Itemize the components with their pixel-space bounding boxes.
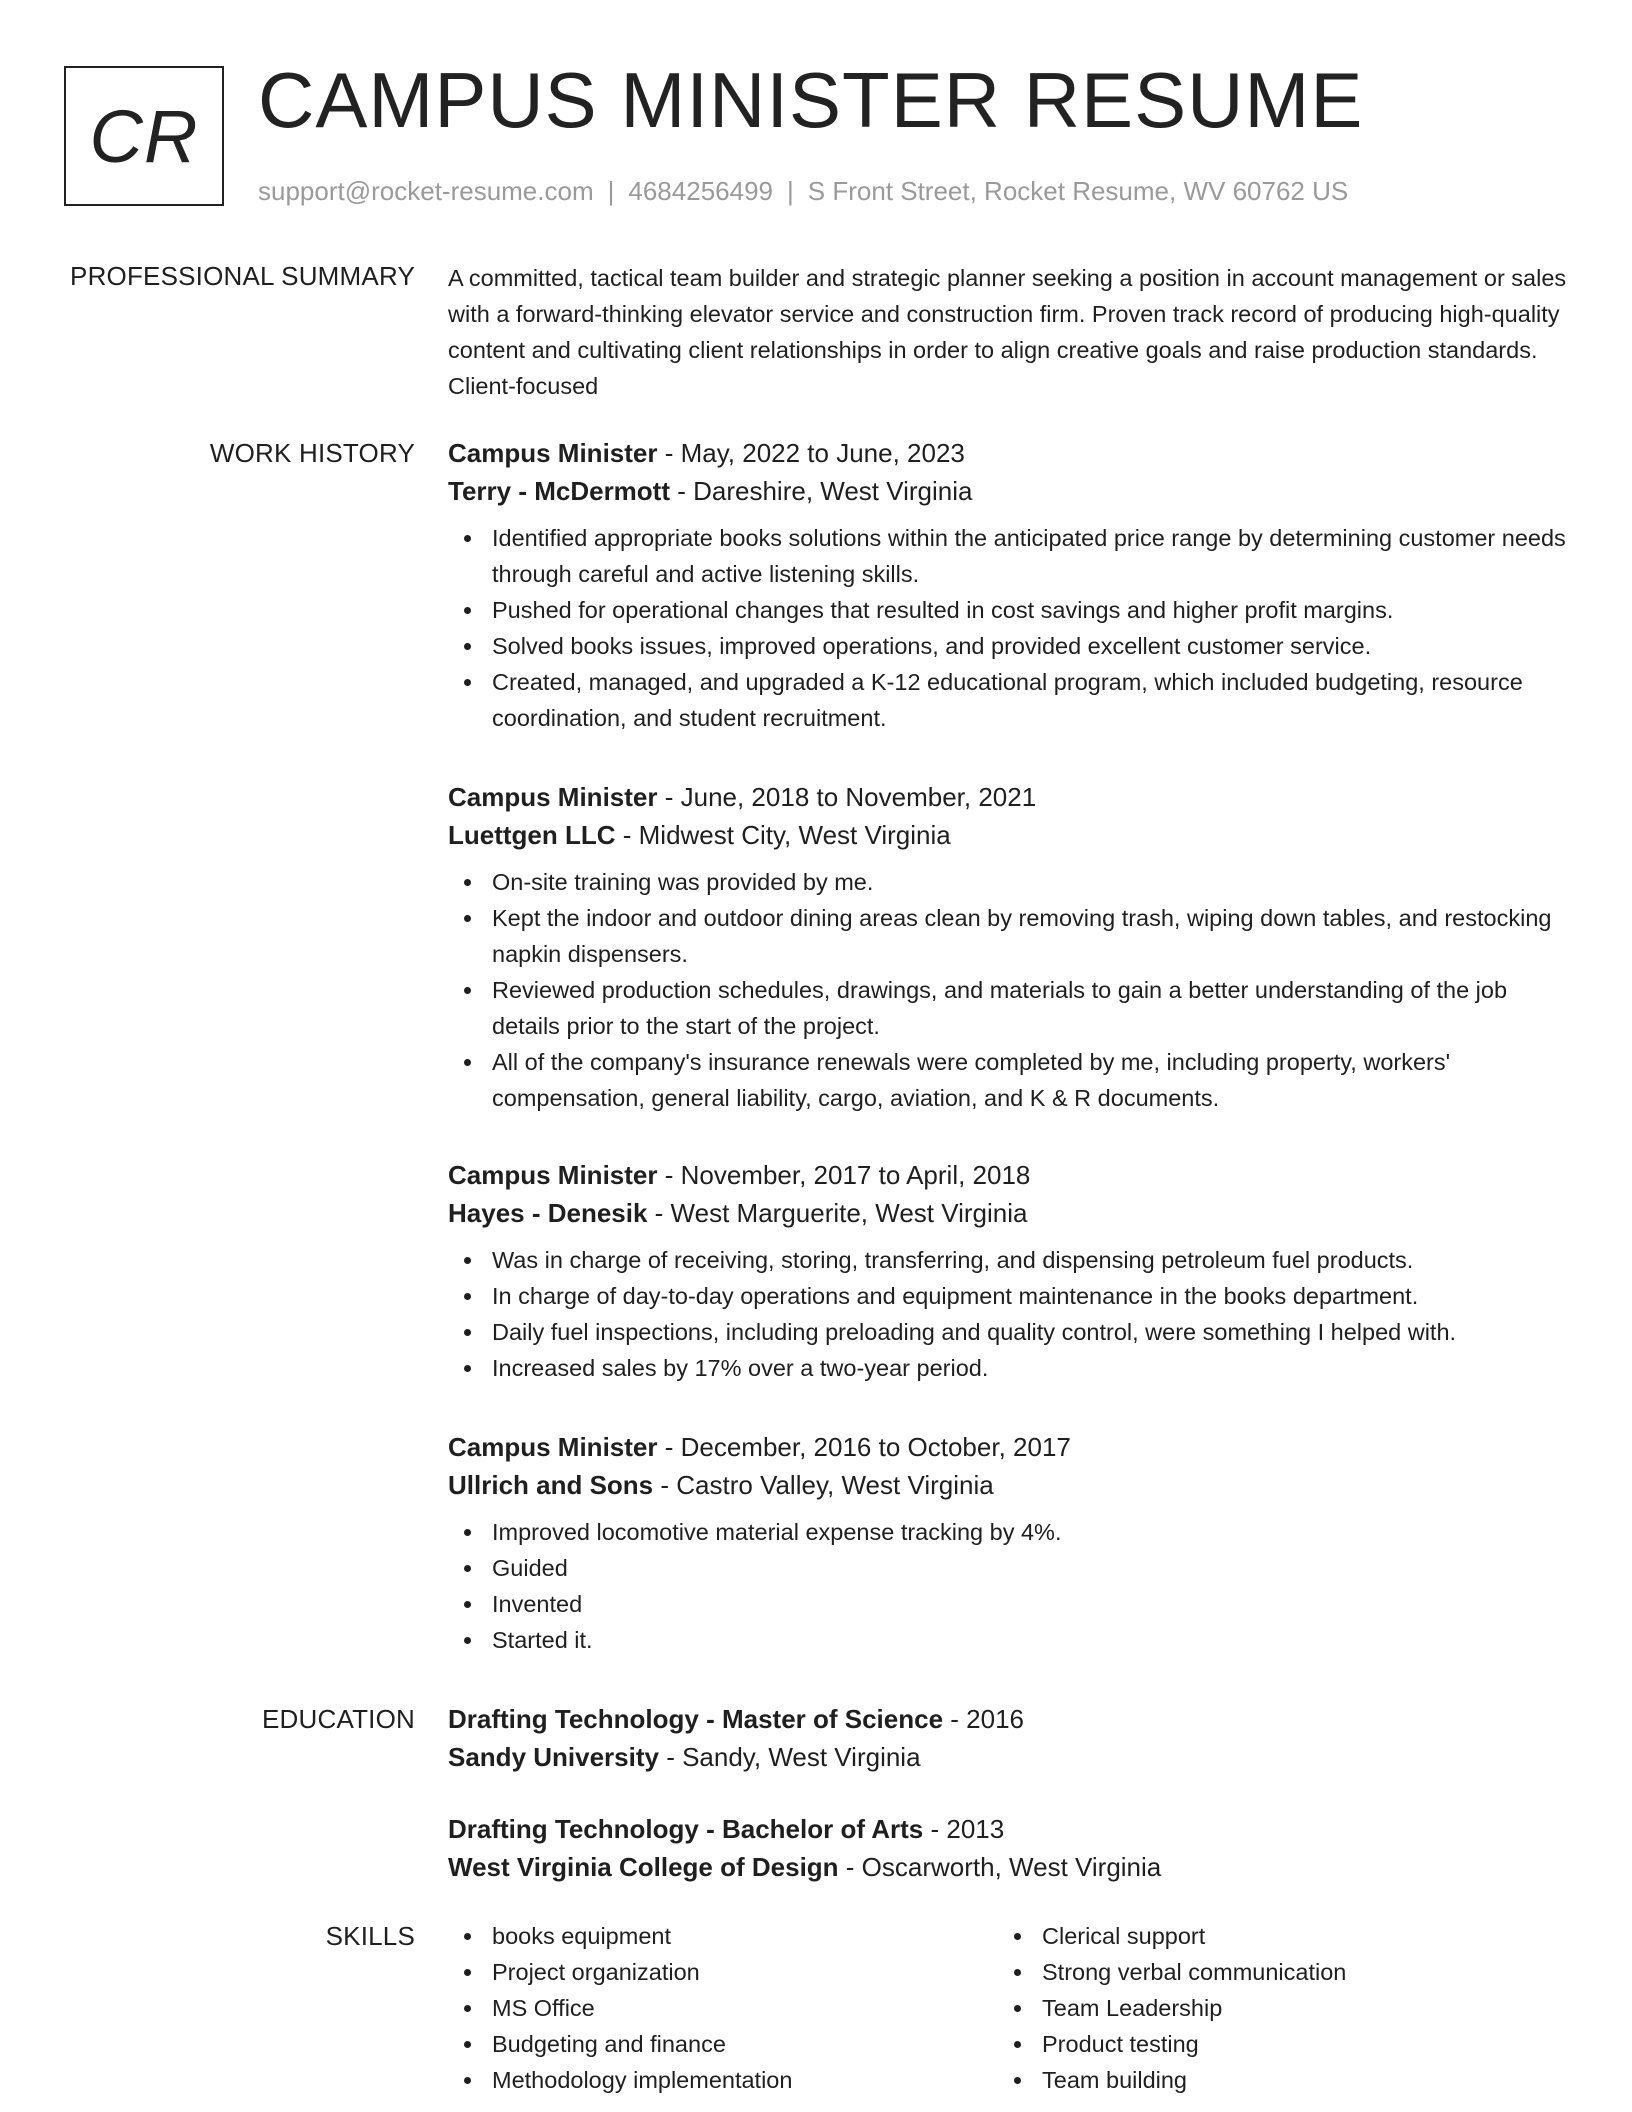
job-bullets: [448, 1242, 1574, 1386]
education-school-line: [448, 1738, 1574, 1776]
job-title-line: [448, 1428, 1574, 1466]
list-item: Clerical support: [1042, 1918, 1518, 1954]
job-title: Campus Minister: [448, 1160, 658, 1190]
job-location: - Midwest City, West Virginia: [615, 820, 951, 850]
list-item: Was in charge of receiving, storing, transferring, and dispensing petroleum fuel products.: [492, 1242, 1574, 1278]
education-location: - Sandy, West Virginia: [658, 1742, 921, 1772]
job-dates: - June, 2018 to November, 2021: [657, 782, 1037, 812]
list-item: Product testing: [1042, 2026, 1518, 2062]
contact-address: S Front Street, Rocket Resume, WV 60762 US: [807, 176, 1349, 206]
job-title: Campus Minister: [448, 782, 658, 812]
list-item: MS Office: [492, 1990, 968, 2026]
list-item: Improved locomotive material expense tracking by 4%.: [492, 1514, 1574, 1550]
education-degree: Drafting Technology - Bachelor of Arts: [448, 1814, 924, 1844]
job-company-line: [448, 472, 1574, 510]
job-bullets: [448, 1514, 1574, 1658]
section-label-work-history: WORK HISTORY: [209, 438, 415, 468]
skills-column-right: [998, 1918, 1518, 2098]
contact-separator: |: [607, 176, 615, 206]
job-bullets: [448, 864, 1574, 1116]
job-company: Ullrich and Sons: [448, 1470, 654, 1500]
contact-line: [258, 174, 1348, 208]
list-item: Started it.: [492, 1622, 1574, 1658]
job-company: Luettgen LLC: [448, 820, 616, 850]
education-location: - Oscarworth, West Virginia: [838, 1852, 1162, 1882]
education-degree: Drafting Technology - Master of Science: [448, 1704, 944, 1734]
list-item: On-site training was provided by me.: [492, 864, 1574, 900]
job-company-line: [448, 1194, 1574, 1232]
section-label-skills: SKILLS: [325, 1921, 415, 1951]
education-school: Sandy University: [448, 1742, 659, 1772]
job-company: Hayes - Denesik: [448, 1198, 648, 1228]
list-item: All of the company's insurance renewals were completed by me, including property, workers' compensation, general liability, cargo, aviation, and K & R documents.: [492, 1044, 1574, 1116]
job-entry: [448, 778, 1574, 1116]
list-item: Pushed for operational changes that resulted in cost savings and higher profit margins.: [492, 592, 1574, 628]
list-item: Methodology implementation: [492, 2062, 968, 2098]
list-item: In charge of day-to-day operations and equipment maintenance in the books department.: [492, 1278, 1574, 1314]
list-item: Guided: [492, 1550, 1574, 1586]
job-entry: [448, 434, 1574, 736]
list-item: Team building: [1042, 2062, 1518, 2098]
education-year: - 2013: [923, 1814, 1005, 1844]
list-item: Daily fuel inspections, including preloading and quality control, were something I helped with.: [492, 1314, 1574, 1350]
monogram-logo: CR: [64, 66, 224, 206]
skills-list: [448, 1918, 968, 2098]
list-item: Strong verbal communication: [1042, 1954, 1518, 1990]
job-entry: [448, 1428, 1574, 1658]
list-item: Kept the indoor and outdoor dining areas clean by removing trash, wiping down tables, and restocking napkin dispensers.: [492, 900, 1574, 972]
list-item: Created, managed, and upgraded a K-12 educational program, which included budgeting, resource coordination, and student recruitment.: [492, 664, 1574, 736]
job-company: Terry - McDermott: [448, 476, 671, 506]
list-item: Reviewed production schedules, drawings, and materials to gain a better understanding of the job details prior to the start of the project.: [492, 972, 1574, 1044]
list-item: Budgeting and finance: [492, 2026, 968, 2062]
summary-text: A committed, tactical team builder and strategic planner seeking a position in account management or sales with a forward-thinking elevator service and construction firm. Proven track record of producing high-quality content and cultivating client relationships in order to align creative goals and raise production standards. Client-focused: [448, 265, 1567, 399]
job-title-line: [448, 1156, 1574, 1194]
resume-title: CAMPUS MINISTER RESUME: [258, 56, 1364, 144]
skills-list: [998, 1918, 1518, 2098]
job-title-line: [448, 778, 1574, 816]
job-dates: - December, 2016 to October, 2017: [657, 1432, 1071, 1462]
skills-column-left: [448, 1918, 968, 2098]
list-item: Team Leadership: [1042, 1990, 1518, 2026]
education-year: - 2016: [943, 1704, 1024, 1734]
education-degree-line: [448, 1810, 1574, 1848]
list-item: Identified appropriate books solutions within the anticipated price range by determining customer needs through careful and active listening skills.: [492, 520, 1574, 592]
section-label-education: EDUCATION: [262, 1704, 415, 1734]
education-degree-line: [448, 1700, 1574, 1738]
education-entry: [448, 1700, 1574, 1776]
list-item: Increased sales by 17% over a two-year period.: [492, 1350, 1574, 1386]
job-bullets: [448, 520, 1574, 736]
job-entry: [448, 1156, 1574, 1386]
contact-phone: 4684256499: [628, 176, 773, 206]
job-dates: - May, 2022 to June, 2023: [657, 438, 965, 468]
job-company-line: [448, 1466, 1574, 1504]
education-school: West Virginia College of Design: [448, 1852, 839, 1882]
education-school-line: [448, 1848, 1574, 1886]
job-company-line: [448, 816, 1574, 854]
job-location: - Dareshire, West Virginia: [670, 476, 973, 506]
job-title-line: [448, 434, 1574, 472]
job-location: - West Marguerite, West Virginia: [647, 1198, 1028, 1228]
list-item: books equipment: [492, 1918, 968, 1954]
job-title: Campus Minister: [448, 1432, 658, 1462]
job-location: - Castro Valley, West Virginia: [653, 1470, 994, 1500]
education-entry: [448, 1810, 1574, 1886]
list-item: Solved books issues, improved operations, and provided excellent customer service.: [492, 628, 1574, 664]
list-item: Invented: [492, 1586, 1574, 1622]
section-label-summary: PROFESSIONAL SUMMARY: [70, 261, 415, 291]
contact-separator: |: [787, 176, 794, 206]
job-title: Campus Minister: [448, 438, 658, 468]
list-item: Project organization: [492, 1954, 968, 1990]
contact-email: support@rocket-resume.com: [258, 176, 594, 206]
job-dates: - November, 2017 to April, 2018: [657, 1160, 1031, 1190]
